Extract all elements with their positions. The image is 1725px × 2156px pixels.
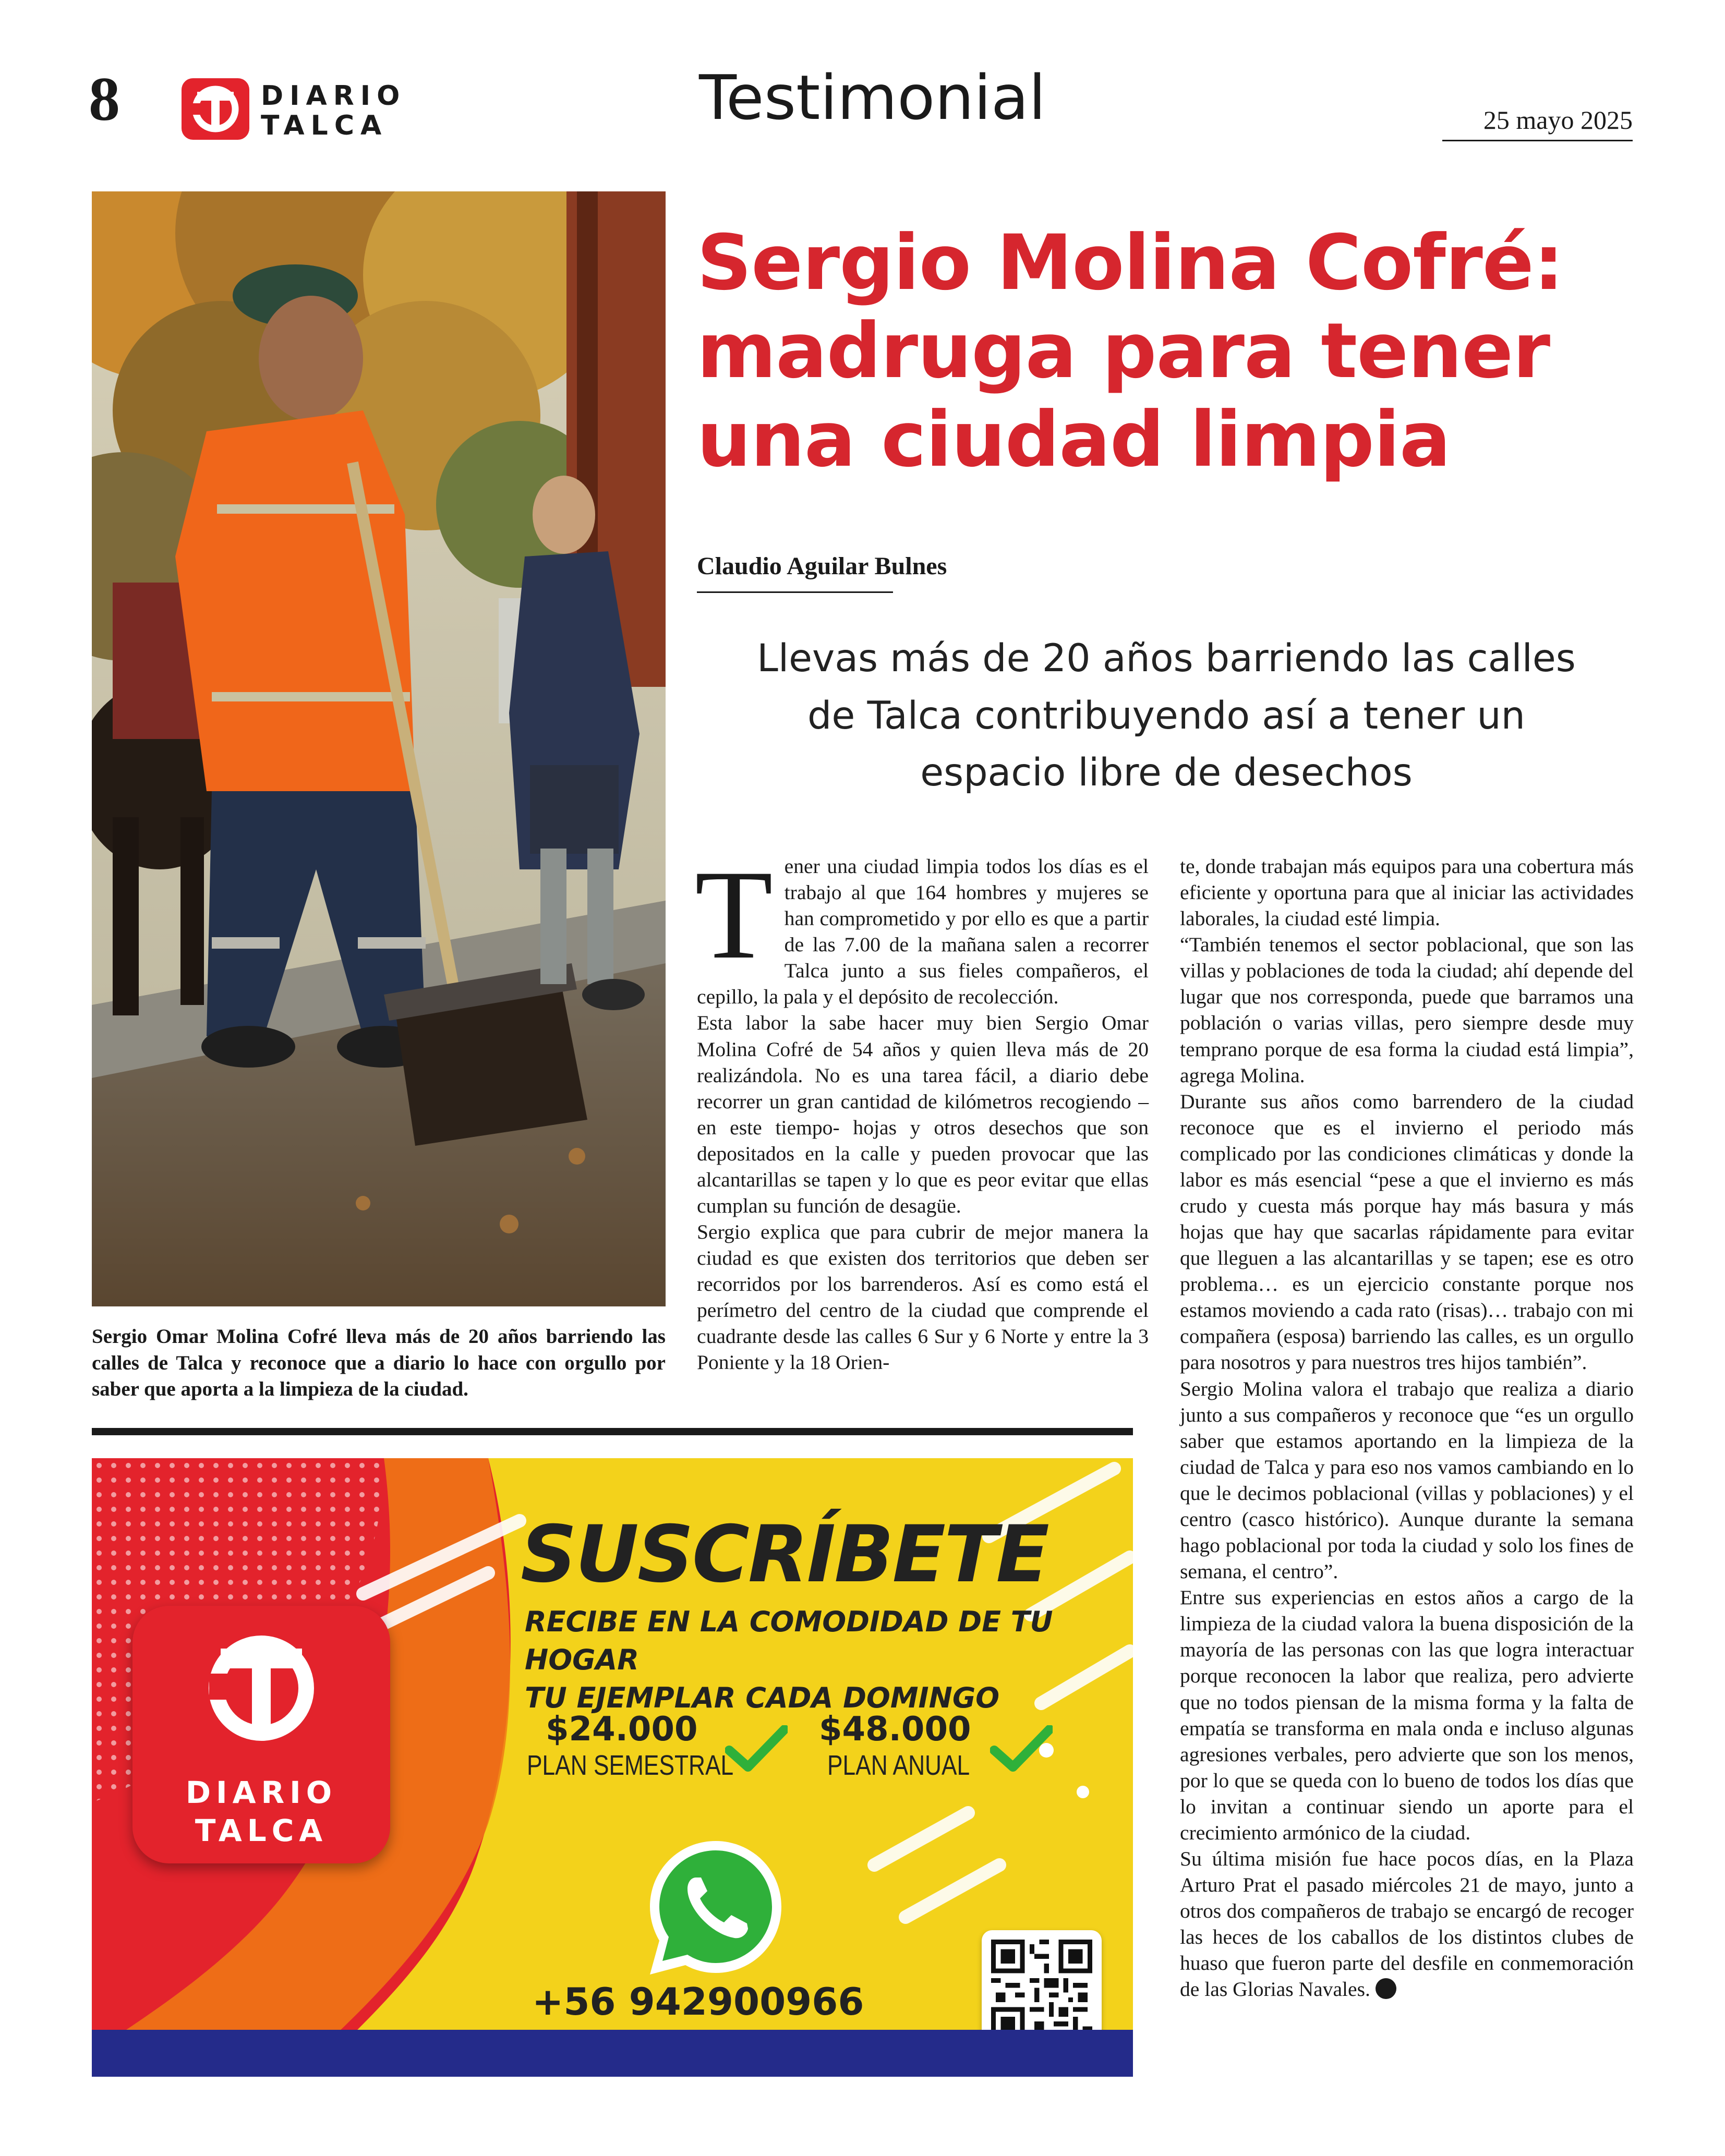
- page-number: 8: [89, 64, 120, 134]
- ad-logo-line2: TALCA: [195, 1812, 328, 1848]
- subscription-ad[interactable]: [92, 1458, 1133, 2077]
- body-paragraph: te, donde trabajan más equipos para una cobertura más eficiente y oportuna para que al iniciar las actividades laborales, la ciudad esté limpia.: [1180, 855, 1634, 930]
- plan-anual-name: PLAN ANUAL: [827, 1750, 970, 1781]
- section-title: Testimonial: [699, 62, 1046, 134]
- body-paragraph: Su última misión fue hace pocos días, en la Plaza Arturo Prat el pasado miércoles 21 de mayo, junto a otros dos compañeros de trabajo se encargó de recoger las heces de los caballos de los distintos clubes de huaso que fueron parte del desfile en conmemoración de las Glorias Navales.: [1180, 1847, 1634, 2001]
- end-of-article-bullet-icon: [1376, 1978, 1396, 1999]
- standfirst-line: de Talca contribuyendo así a tener un: [807, 693, 1525, 738]
- body-paragraph: Sergio explica que para cubrir de mejor manera la ciudad es que existen dos territorios que deben ser recorridos por los barrenderos. Así es como está el perímetro del centro de la ciudad que comprende el cuadrante desde las calles 6 Sur y 6 Norte y entre la 3 Poniente y la 18 Orien-: [697, 1220, 1149, 1374]
- standfirst-line: espacio libre de desechos: [920, 750, 1413, 795]
- whatsapp-icon[interactable]: [637, 1830, 794, 1986]
- diario-talca-logo-icon: [182, 78, 249, 140]
- byline: Claudio Aguilar Bulnes: [697, 552, 947, 580]
- ad-subheadline-line: RECIBE EN LA COMODIDAD DE TU HOGAR: [525, 1605, 1053, 1676]
- article-photo: [92, 191, 666, 1306]
- masthead-logo-line2: TALCA: [261, 110, 388, 142]
- article-headline: [697, 219, 1636, 484]
- check-icon: [990, 1725, 1053, 1772]
- plan-anual-price: $48.000: [819, 1710, 971, 1749]
- headline-line: madruga para tener: [697, 307, 1550, 396]
- body-paragraph: “También tenemos el sector poblacional, que son las villas y poblaciones de toda la ciudad; ahí depende del lugar que nos corresponda, puede que barramos una población o varias villas, pero siempre desde muy temprano porque de esa forma la ciudad está limpia”, agrega Molina.: [1180, 933, 1634, 1087]
- body-paragraph: Esta labor la sabe hacer muy bien Sergio Omar Molina Cofré de 54 años y quien lleva más de 20 realizándola. No es una tarea fácil, a diario debe recorrer un gran cantidad de kilómetros recogiendo –en este tiempo- hojas y otros desechos que son depositados en la calle y pueden provocar que las alcantarillas se tapen y lo que es peor evitar que ellas cumplan su función de desagüe.: [697, 1011, 1149, 1218]
- headline-line: una ciudad limpia: [697, 395, 1451, 484]
- drop-cap: T: [695, 844, 773, 985]
- ad-subheadline: [525, 1603, 1133, 1717]
- body-paragraph-last: [1180, 1846, 1634, 2002]
- ad-logo-line1: DIARIO: [185, 1775, 337, 1810]
- body-paragraph: ener una ciudad limpia todos los días es el trabajo al que 164 hombres y mujeres se han comprometido y por ello es que a partir de las 7.00 de la mañana salen a recorrer Talca junto a sus fieles compañeros, el cepillo, la pala y el depósito de recolección.: [697, 855, 1149, 1009]
- ad-top-rule: [92, 1428, 1133, 1435]
- plan-semestral-name: PLAN SEMESTRAL: [527, 1750, 734, 1781]
- ad-bottom-band: [92, 2030, 1133, 2077]
- issue-date: 25 mayo 2025: [1483, 105, 1633, 135]
- byline-underline: [697, 591, 893, 593]
- ad-headline: SUSCRÍBETE: [521, 1509, 1048, 1600]
- check-icon: [725, 1725, 788, 1772]
- standfirst: [697, 630, 1636, 802]
- body-paragraph: Sergio Molina valora el trabajo que realiza a diario junto a sus compañeros y reconoce que “es un orgullo saber que estamos aportando en la limpieza de la ciudad de Talca y para eso nos vamos cambiando en lo que le decimos poblacional (villas y poblaciones) y el centro (casco histórico). Aunque durante la semana hago poblacional por toda la ciudad y solo los fines de semana, el centro”.: [1180, 1377, 1634, 1583]
- photo-caption: Sergio Omar Molina Cofré lleva más de 20 años barriendo las calles de Talca y reconoce que a diario lo hace con orgullo por saber que aporta a la limpieza de la ciudad.: [92, 1325, 666, 1401]
- body-column-1: [695, 844, 1149, 1376]
- diario-talca-logo-icon: [199, 1621, 324, 1752]
- masthead-logo-text: [261, 81, 406, 141]
- standfirst-line: Llevas más de 20 años barriendo las calles: [757, 636, 1576, 681]
- headline-line: Sergio Molina Cofré:: [697, 219, 1564, 307]
- ad-subheadline-line: TU EJEMPLAR CADA DOMINGO: [525, 1681, 1000, 1714]
- ad-diario-talca-logo: [132, 1606, 390, 1863]
- plan-semestral-price: $24.000: [546, 1710, 698, 1749]
- masthead-logo-line1: DIARIO: [261, 80, 406, 112]
- body-paragraph: Durante sus años como barrendero de la ciudad reconoce que es el invierno el periodo más complicado por las condiciones climáticas y donde la labor es más esencial “pese a que el invierno es más crudo y cuesta más porque hay más basura y más hojas que hay que sacarlas rápidamente para evitar que lleguen a las alcantarillas y se tapen; ese es otro problema… es un ejercicio constante porque nos estamos moviendo a cada rato (risas)… trabajo con mi compañera (esposa) barriendo las calles, es un orgullo para nosotros y para nuestros tres hijos también”.: [1180, 1089, 1634, 1374]
- whatsapp-phone-number[interactable]: +56 942900966: [532, 1980, 864, 2024]
- body-paragraph: Entre sus experiencias en estos años a cargo de la limpieza de la ciudad valora la buena disposición de la mayoría de las personas con las que logra interactuar porque reconocen la labor que realiza, pero advierte que no todos piensan de la misma forma y la falta de empatía se transforma en mala onda e incluso algunas agresiones verbales, pero advierte que son los menos, por lo que se queda con lo bueno de todos los días que lo invitan a continuar siendo un aporte para el crecimiento armónico de la ciudad.: [1180, 1586, 1634, 1844]
- date-underline: [1442, 140, 1633, 141]
- ad-logo-text: [132, 1774, 390, 1849]
- body-column-2: [1180, 853, 1634, 2002]
